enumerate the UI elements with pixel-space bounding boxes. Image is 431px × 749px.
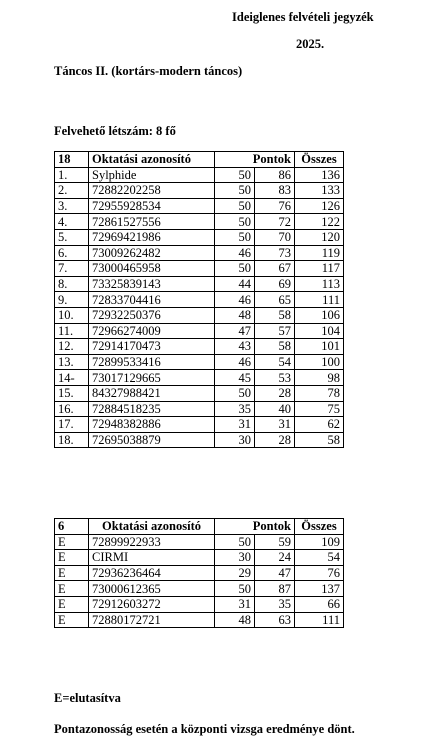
- rank-cell: 18.: [55, 432, 89, 448]
- section-title: Táncos II. (kortárs-modern táncos): [54, 64, 243, 78]
- points-1-cell: 29: [215, 565, 255, 581]
- total-cell: 66: [295, 596, 344, 612]
- table-row: [55, 370, 344, 386]
- points-2-cell: 35: [255, 596, 295, 612]
- points-2-cell: 53: [255, 370, 295, 386]
- points-2-cell: 67: [255, 261, 295, 277]
- id-cell: 72899533416: [89, 354, 215, 370]
- id-cell: 72884518235: [89, 401, 215, 417]
- table-row: [55, 229, 344, 245]
- table-row: [55, 565, 344, 581]
- total-cell: 104: [295, 323, 344, 339]
- points-2-cell: 28: [255, 432, 295, 448]
- id-cell: 73325839143: [89, 276, 215, 292]
- points-1-cell: 46: [215, 245, 255, 261]
- table-row: [55, 612, 344, 628]
- total-cell: 136: [295, 167, 344, 183]
- table-row: [55, 276, 344, 292]
- table-row: [55, 581, 344, 597]
- admitted-table: [54, 151, 344, 448]
- total-cell: 111: [295, 292, 344, 308]
- id-cell: CIRMI: [89, 550, 215, 566]
- points-1-cell: 50: [215, 183, 255, 199]
- total-cell: 111: [295, 612, 344, 628]
- document-year: 2025.: [296, 37, 325, 51]
- table-row: [55, 307, 344, 323]
- rejected-table: [54, 518, 344, 628]
- table-row: [55, 183, 344, 199]
- table-row: [55, 323, 344, 339]
- rank-cell: 15.: [55, 385, 89, 401]
- total-cell: 120: [295, 229, 344, 245]
- points-1-cell: 50: [215, 214, 255, 230]
- table-row: [55, 245, 344, 261]
- points-1-cell: 48: [215, 612, 255, 628]
- points-2-cell: 72: [255, 214, 295, 230]
- total-cell: 62: [295, 417, 344, 433]
- points-1-cell: 50: [215, 581, 255, 597]
- total-cell: 78: [295, 385, 344, 401]
- table-row: [55, 214, 344, 230]
- rank-cell: 13.: [55, 354, 89, 370]
- points-2-cell: 58: [255, 339, 295, 355]
- points-1-cell: 46: [215, 354, 255, 370]
- points-1-cell: 30: [215, 550, 255, 566]
- points-2-cell: 24: [255, 550, 295, 566]
- rank-cell: 7.: [55, 261, 89, 277]
- id-cell: 72966274009: [89, 323, 215, 339]
- rank-cell: 17.: [55, 417, 89, 433]
- table-header-row: [55, 152, 344, 168]
- points-2-cell: 69: [255, 276, 295, 292]
- legend-note: E=elutasítva: [54, 691, 121, 705]
- points-2-cell: 65: [255, 292, 295, 308]
- points-1-cell: 48: [215, 307, 255, 323]
- points-2-cell: 86: [255, 167, 295, 183]
- id-cell: 72914170473: [89, 339, 215, 355]
- table-row: [55, 401, 344, 417]
- id-cell: 72948382886: [89, 417, 215, 433]
- points-1-cell: 50: [215, 261, 255, 277]
- rank-cell: E: [55, 565, 89, 581]
- table-row: [55, 417, 344, 433]
- table-row: [55, 198, 344, 214]
- rank-cell: 14-: [55, 370, 89, 386]
- points-1-cell: 46: [215, 292, 255, 308]
- points-1-cell: 50: [215, 198, 255, 214]
- id-cell: 72880172721: [89, 612, 215, 628]
- total-cell: 113: [295, 276, 344, 292]
- id-cell: 72955928534: [89, 198, 215, 214]
- rank-cell: E: [55, 612, 89, 628]
- rank-cell: 16.: [55, 401, 89, 417]
- total-cell: 76: [295, 565, 344, 581]
- points-1-cell: 30: [215, 432, 255, 448]
- id-cell: 73009262482: [89, 245, 215, 261]
- table-row: [55, 596, 344, 612]
- rank-cell: E: [55, 534, 89, 550]
- table-row: [55, 261, 344, 277]
- points-2-cell: 58: [255, 307, 295, 323]
- points-1-cell: 31: [215, 417, 255, 433]
- document-title: Ideiglenes felvételi jegyzék: [232, 10, 374, 24]
- points-1-cell: 50: [215, 167, 255, 183]
- table-row: [55, 339, 344, 355]
- total-cell: 54: [295, 550, 344, 566]
- points-2-cell: 59: [255, 534, 295, 550]
- id-cell: 73017129665: [89, 370, 215, 386]
- count-header: 18: [55, 152, 89, 168]
- id-header: Oktatási azonosító: [89, 152, 215, 168]
- rank-cell: E: [55, 550, 89, 566]
- total-cell: 106: [295, 307, 344, 323]
- points-2-cell: 31: [255, 417, 295, 433]
- id-header: Oktatási azonosító: [89, 519, 215, 535]
- total-cell: 98: [295, 370, 344, 386]
- table-row: [55, 385, 344, 401]
- points-1-cell: 50: [215, 229, 255, 245]
- total-cell: 137: [295, 581, 344, 597]
- total-cell: 101: [295, 339, 344, 355]
- rank-cell: 9.: [55, 292, 89, 308]
- rank-cell: 1.: [55, 167, 89, 183]
- points-1-cell: 50: [215, 534, 255, 550]
- id-cell: 72912603272: [89, 596, 215, 612]
- rank-cell: 2.: [55, 183, 89, 199]
- rank-cell: 3.: [55, 198, 89, 214]
- total-header: Összes: [295, 152, 344, 168]
- table-row: [55, 292, 344, 308]
- rank-cell: 10.: [55, 307, 89, 323]
- table-row: [55, 167, 344, 183]
- id-cell: 72936236464: [89, 565, 215, 581]
- total-cell: 75: [295, 401, 344, 417]
- id-cell: 72899922933: [89, 534, 215, 550]
- points-2-cell: 76: [255, 198, 295, 214]
- id-cell: 72833704416: [89, 292, 215, 308]
- points-2-cell: 83: [255, 183, 295, 199]
- id-cell: 72882202258: [89, 183, 215, 199]
- total-cell: 119: [295, 245, 344, 261]
- id-cell: 72969421986: [89, 229, 215, 245]
- rank-cell: 5.: [55, 229, 89, 245]
- total-header: Összes: [295, 519, 344, 535]
- table-header-row: [55, 519, 344, 535]
- id-cell: 73000465958: [89, 261, 215, 277]
- rank-cell: 11.: [55, 323, 89, 339]
- id-cell: 72932250376: [89, 307, 215, 323]
- id-cell: Sylphide: [89, 167, 215, 183]
- points-2-cell: 87: [255, 581, 295, 597]
- table-row: [55, 354, 344, 370]
- total-cell: 109: [295, 534, 344, 550]
- points-2-cell: 73: [255, 245, 295, 261]
- tie-rule-note: Pontazonosság esetén a központi vizsga eredménye dönt.: [54, 722, 355, 736]
- rank-cell: E: [55, 596, 89, 612]
- total-cell: 100: [295, 354, 344, 370]
- rank-cell: E: [55, 581, 89, 597]
- total-cell: 133: [295, 183, 344, 199]
- points-2-cell: 57: [255, 323, 295, 339]
- count-header: 6: [55, 519, 89, 535]
- capacity-label: Felvehető létszám: 8 fő: [54, 124, 176, 138]
- total-cell: 122: [295, 214, 344, 230]
- id-cell: 72861527556: [89, 214, 215, 230]
- points-2-cell: 40: [255, 401, 295, 417]
- points-2-cell: 70: [255, 229, 295, 245]
- id-cell: 73000612365: [89, 581, 215, 597]
- total-cell: 58: [295, 432, 344, 448]
- id-cell: 84327988421: [89, 385, 215, 401]
- points-1-cell: 31: [215, 596, 255, 612]
- points-header: Pontok: [215, 152, 295, 168]
- points-1-cell: 47: [215, 323, 255, 339]
- id-cell: 72695038879: [89, 432, 215, 448]
- points-2-cell: 28: [255, 385, 295, 401]
- points-1-cell: 50: [215, 385, 255, 401]
- points-1-cell: 45: [215, 370, 255, 386]
- points-1-cell: 43: [215, 339, 255, 355]
- points-2-cell: 47: [255, 565, 295, 581]
- points-1-cell: 44: [215, 276, 255, 292]
- points-2-cell: 54: [255, 354, 295, 370]
- table-row: [55, 550, 344, 566]
- table-row: [55, 534, 344, 550]
- rank-cell: 6.: [55, 245, 89, 261]
- total-cell: 117: [295, 261, 344, 277]
- rank-cell: 4.: [55, 214, 89, 230]
- table-row: [55, 432, 344, 448]
- rank-cell: 8.: [55, 276, 89, 292]
- points-1-cell: 35: [215, 401, 255, 417]
- points-2-cell: 63: [255, 612, 295, 628]
- points-header: Pontok: [215, 519, 295, 535]
- rank-cell: 12.: [55, 339, 89, 355]
- total-cell: 126: [295, 198, 344, 214]
